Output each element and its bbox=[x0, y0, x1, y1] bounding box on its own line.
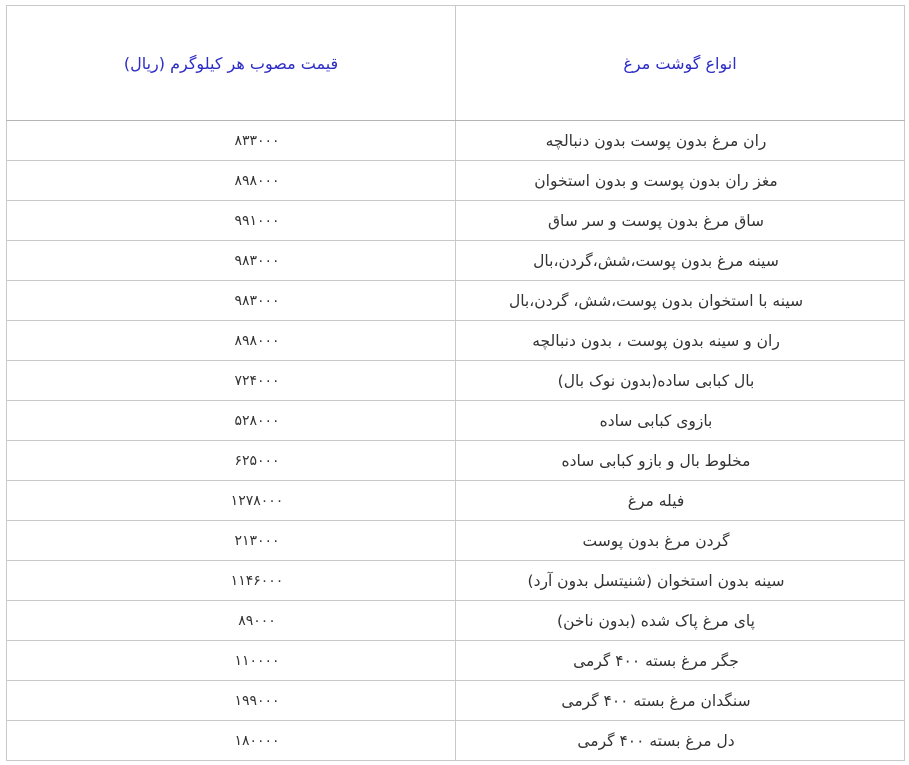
header-approved-price: قیمت مصوب هر کیلوگرم (ریال) bbox=[7, 6, 456, 121]
price-cell: ۸۹۸۰۰۰ bbox=[234, 332, 280, 349]
table-body bbox=[7, 121, 905, 761]
meat-type-cell: سینه مرغ بدون پوست،شش،گردن،بال bbox=[533, 251, 779, 270]
table-row bbox=[7, 681, 905, 721]
table-row bbox=[7, 521, 905, 561]
table-row bbox=[7, 401, 905, 441]
header-row bbox=[7, 6, 905, 121]
table-row bbox=[7, 281, 905, 321]
meat-type-cell: ساق مرغ بدون پوست و سر ساق bbox=[547, 211, 764, 230]
meat-type-cell: گردن مرغ بدون پوست bbox=[582, 531, 730, 550]
table-row bbox=[7, 561, 905, 601]
table-header bbox=[7, 6, 905, 121]
table-row bbox=[7, 121, 905, 161]
meat-type-cell: فیله مرغ bbox=[627, 491, 685, 510]
table-row bbox=[7, 641, 905, 681]
price-cell: ۹۹۱۰۰۰ bbox=[234, 212, 280, 229]
price-cell: ۸۹۸۰۰۰ bbox=[234, 172, 280, 189]
price-cell: ۱۲۷۸۰۰۰ bbox=[230, 492, 284, 509]
price-cell: ۶۲۵۰۰۰ bbox=[234, 452, 280, 469]
price-cell: ۵۲۸۰۰۰ bbox=[234, 412, 280, 429]
price-cell: ۹۸۳۰۰۰ bbox=[234, 252, 280, 269]
price-cell: ۷۲۴۰۰۰ bbox=[234, 372, 280, 389]
table-row bbox=[7, 161, 905, 201]
price-cell: ۱۹۹۰۰۰ bbox=[234, 692, 280, 709]
meat-type-cell: سنگدان مرغ بسته ۴۰۰ گرمی bbox=[561, 691, 751, 710]
meat-type-cell: بال کبابی ساده(بدون نوک بال) bbox=[557, 371, 755, 390]
meat-type-cell: سینه بدون استخوان (شنیتسل بدون آرد) bbox=[527, 571, 785, 590]
table-row bbox=[7, 481, 905, 521]
table-row bbox=[7, 241, 905, 281]
price-cell: ۱۱۰۰۰۰ bbox=[234, 652, 280, 669]
meat-type-cell: مخلوط بال و بازو کبابی ساده bbox=[561, 451, 751, 470]
table-row bbox=[7, 721, 905, 761]
price-cell: ۸۹۰۰۰ bbox=[238, 612, 276, 629]
meat-type-cell: مغز ران بدون پوست و بدون استخوان bbox=[534, 171, 778, 190]
table-row bbox=[7, 201, 905, 241]
meat-type-cell: سینه با استخوان بدون پوست،شش، گردن،بال bbox=[508, 291, 804, 310]
price-cell: ۲۱۳۰۰۰ bbox=[234, 532, 280, 549]
table-row bbox=[7, 601, 905, 641]
price-cell: ۱۱۴۶۰۰۰ bbox=[230, 572, 284, 589]
price-cell: ۸۳۳۰۰۰ bbox=[234, 132, 280, 149]
table-row bbox=[7, 361, 905, 401]
table-row bbox=[7, 441, 905, 481]
price-cell: ۱۸۰۰۰۰ bbox=[234, 732, 280, 749]
meat-type-cell: پای مرغ پاک شده (بدون ناخن) bbox=[557, 611, 755, 630]
meat-type-cell: دل مرغ بسته ۴۰۰ گرمی bbox=[577, 731, 735, 750]
price-cell: ۹۸۳۰۰۰ bbox=[234, 292, 280, 309]
meat-type-cell: جگر مرغ بسته ۴۰۰ گرمی bbox=[573, 651, 739, 670]
table-row bbox=[7, 321, 905, 361]
meat-type-cell: بازوی کبابی ساده bbox=[599, 411, 713, 430]
header-meat-type: انواع گوشت مرغ bbox=[456, 6, 905, 121]
meat-type-cell: ران مرغ بدون پوست بدون دنبالچه bbox=[545, 131, 767, 150]
meat-type-cell: ران و سینه بدون پوست ، بدون دنبالچه bbox=[532, 331, 780, 350]
chicken-price-table bbox=[6, 5, 905, 761]
